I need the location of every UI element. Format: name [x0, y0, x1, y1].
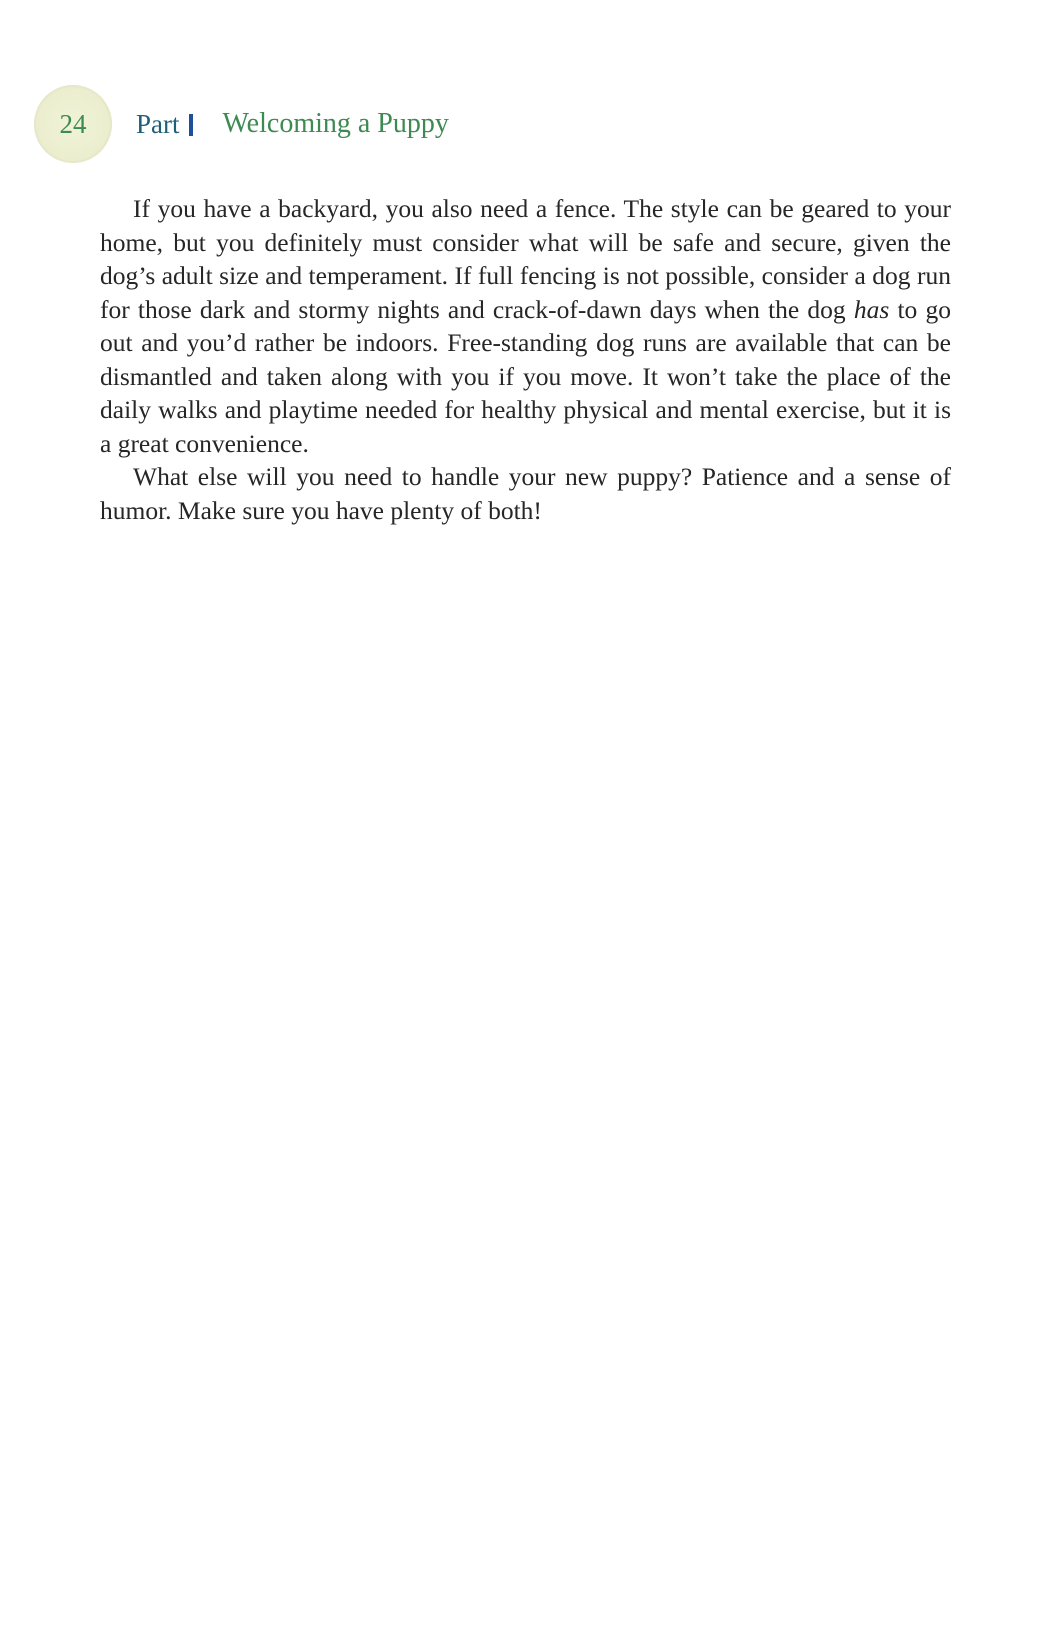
paragraph-1-text-b: to go out and you’d rather be indoors. Free-standing dog runs are available that can be dismantled and taken along with you if you move. It won’t take the place of the daily walks and playtime needed for healthy physical and mental exercise, but it is a great convenience.: [100, 294, 951, 458]
page-number: 24: [59, 108, 87, 139]
body-text: [100, 192, 951, 527]
paragraph-1-text-a: If you have a backyard, you also need a fence. The style can be geared to your home, but you definitely must consider what will be safe and secure, given the dog’s adult size and temperament. If full fencing is not possible, consider a dog run for those dark and stormy nights and crack-of-dawn days when the dog: [100, 194, 951, 324]
paragraph-1: [100, 192, 951, 460]
paragraph-2: What else will you need to handle your new puppy? Patience and a sense of humor. Make sure you have plenty of both!: [100, 462, 951, 525]
paragraph-1-emphasis: has: [853, 294, 890, 324]
part-numeral-bar: [189, 114, 193, 136]
chapter-title: Welcoming a Puppy: [222, 108, 449, 139]
part-label: Part: [136, 108, 180, 139]
page-header: [34, 84, 449, 164]
page-number-badge: [34, 85, 112, 163]
part-label-group: [136, 109, 193, 140]
